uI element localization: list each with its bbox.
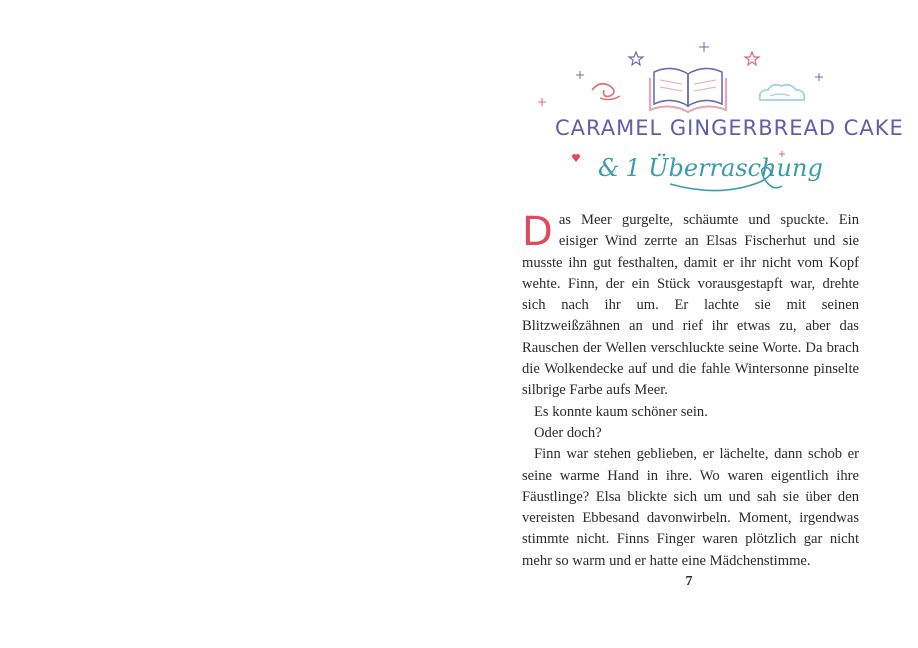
sparkle-icon xyxy=(576,42,823,81)
page-number: 7 xyxy=(685,574,693,589)
swirl-icon xyxy=(592,84,620,100)
drop-cap: D xyxy=(522,209,553,255)
story-paragraph-4: Finn war stehen geblieben, er lächelte, dann schob er seine warme Hand in ihre. Wo waren eigentlich ihre Fäustlinge? Elsa blickte sich um und sah sie über den vereisten Ebbesand davonwirbeln. Moment, irgendwas stimmte nicht. Finns Finger waren plötzlich gar nicht mehr so warm und er hatte eine Mädchenstimme. xyxy=(522,446,859,569)
story-text xyxy=(522,210,859,572)
story-paragraph-2: Es konnte kaum schöner sein. xyxy=(534,403,708,420)
heart-icon xyxy=(572,154,580,162)
chapter-title: CARAMEL GINGERBREAD CAKE xyxy=(555,116,904,140)
chapter-subtitle-text: 1 Überraschung xyxy=(625,154,823,182)
chapter-subtitle-ampersand: & xyxy=(598,154,620,182)
cloud-icon xyxy=(760,85,805,100)
story-paragraph-3: Oder doch? xyxy=(534,424,602,441)
story-paragraph-1 xyxy=(522,210,859,402)
open-book-icon xyxy=(650,68,726,112)
story-paragraph-1-text: as Meer gurgelte, schäumte und spuckte. Ein eisiger Wind zerrte an Elsas Fischerhut und sie musste ihn gut festhalten, damit er ihr nicht vom Kopf wehte. Finn, der ein Stück vorausgestapft war, drehte sich nach ihr um. Er lachte sie mit seinen Blitzweißzähnen an und rief ihr etwas zu, aber das Rauschen der Wellen verschluckte seine Worte. Da brach die Wolkendecke auf und die fahle Wintersonne pinselte silbrige Farbe aufs Meer. xyxy=(522,212,859,399)
star-icon xyxy=(745,52,759,65)
star-icon xyxy=(629,52,643,65)
chapter-subtitle xyxy=(598,154,823,182)
